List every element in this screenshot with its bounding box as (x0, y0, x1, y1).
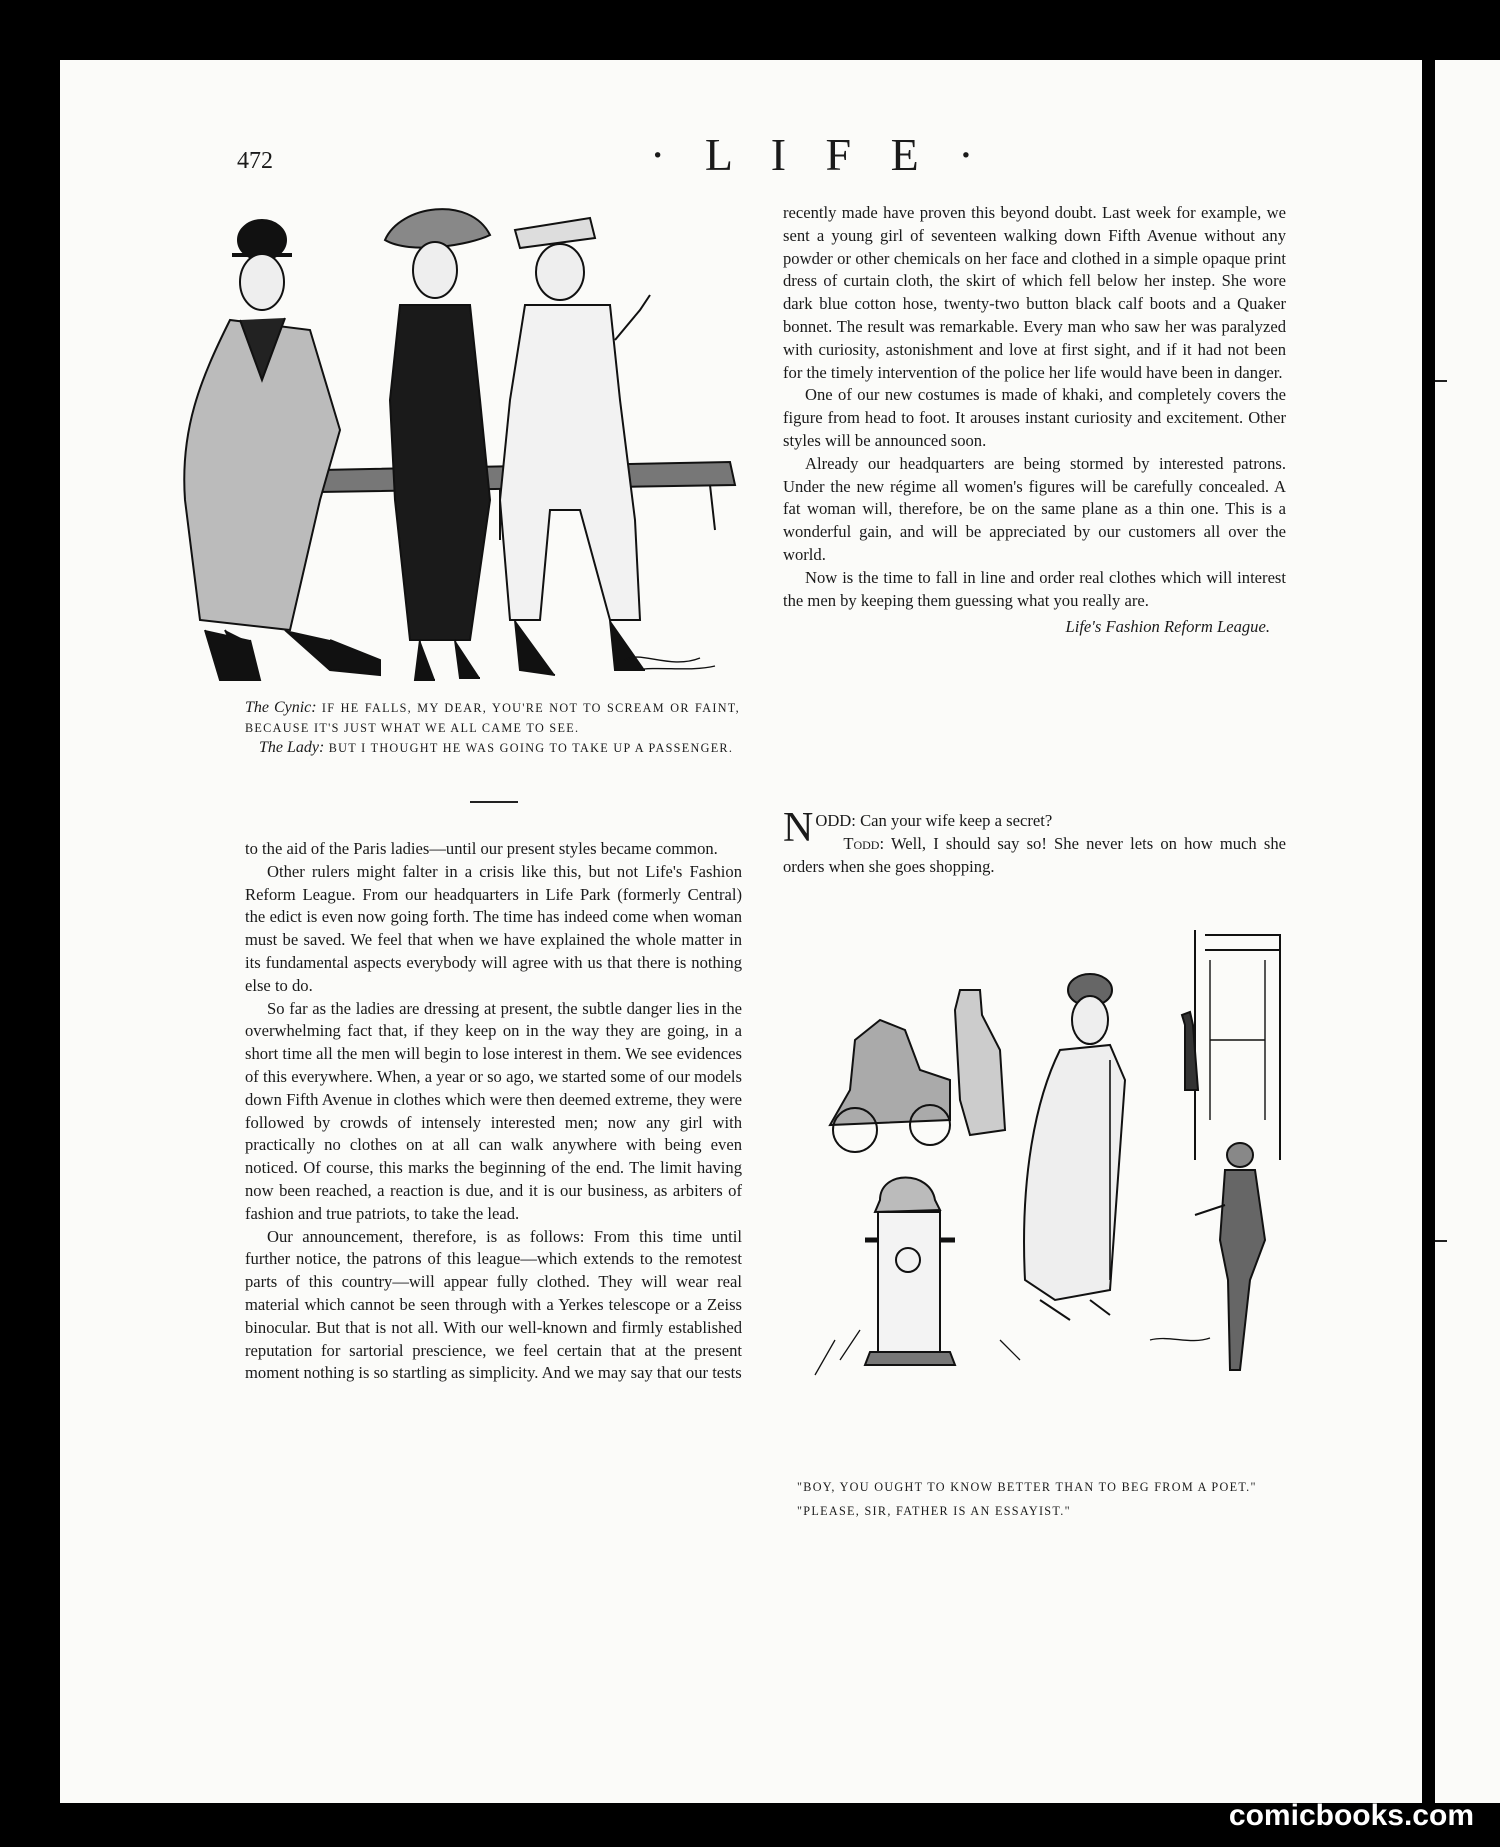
cynic-dialogue: IF HE FALLS, MY DEAR, YOU'RE NOT TO SCREAM OR FAINT, BECAUSE IT'S JUST WHAT WE ALL CAME TO SEE. (245, 701, 740, 735)
cartoon2-caption (783, 1477, 1286, 1521)
lady-dialogue: BUT I THOUGHT HE WAS GOING TO TAKE UP A PASSENGER. (328, 741, 734, 755)
speaker-nodd: ODD: (815, 811, 856, 830)
bench-cartoon-illustration (170, 200, 750, 690)
caption-poet: "BOY, YOU OUGHT TO KNOW BETTER THAN TO BEG FROM A POET." (797, 1480, 1257, 1494)
facing-page-edge (1435, 60, 1500, 1803)
left-column-text (245, 838, 742, 1385)
nodd-todd-joke (783, 805, 1286, 878)
paragraph: One of our new costumes is made of khaki, and completely covers the figure from head to foot. It arouses instant curiosity and excitement. Other styles will be announced soon. (783, 385, 1286, 450)
todd-line: Well, I should say so! She never lets on how much she orders when she goes shopping. (783, 833, 1286, 876)
caption-line-lady (245, 738, 740, 758)
site-watermark: comicbooks.com (1228, 1799, 1474, 1832)
page-number: 472 (237, 148, 273, 174)
paragraph: So far as the ladies are dressing at present, the subtle danger lies in the overwhelming fact that, if they keep on in the way they are going, in a short time all the men will begin to lose interest in them. We see evidences of this everywhere. When, a year or so ago, we started some of our models down Fifth Avenue in clothes which were then deemed extreme, they were followed by crowds of intensely interested men; now any girl with practically no clothes on at all can walk anywhere with being even noticed. Of course, this marks the beginning of the end. The limit having now been reached, a reaction is due, and it is our business, as arbiters of fashion and true patriots, to take the lead. (245, 998, 742, 1223)
paragraph: Our announcement, therefore, is as follows: From this time until further notice, the patrons of this league—which extends to the remotest parts of this country—will appear fully clothed. They will wear real material which cannot be seen through with a Yerkes telescope or a Zeiss binocular. But that is not all. With our well-known and firmly established reputation for sartorial prescience, we feel certain that at the present moment nothing is so startling as simplicity. And we may say that our tests (245, 1226, 742, 1383)
paragraph: recently made have proven this beyond doubt. Last week for example, we sent a young girl of seventeen walking down Fifth Avenue without any powder or other chemicals on her face and clothed in a simple opaque print dress of curtain cloth, the skirt of which fell below her instep. She wore dark blue cotton hose, twenty-two button black calf boots and a Quaker bonnet. The result was remarkable. Every man who saw her was paralyzed with curiosity, astonishment and love at first sight, and if it had not been for the timely intervention of the police her life would have been in danger. (783, 203, 1286, 382)
caption-line-cynic (245, 698, 740, 738)
section-divider (470, 801, 518, 803)
cartoon1-caption (245, 698, 740, 758)
nodd-line: Can your wife keep a secret? (860, 811, 1053, 830)
paragraph: Now is the time to fall in line and order real clothes which will interest the men by keeping them guessing what you really are. (783, 567, 1286, 610)
drop-cap: N (783, 805, 814, 851)
paragraph: Other rulers might falter in a crisis like this, but not Life's Fashion Reform League. From our headquarters in Life Park (formerly Central) the edict is even now going forth. The time has indeed come when woman must be saved. We feel that when we have explained the whole matter in its fundamental aspects everybody will agree with us that there is nothing else to do. (245, 861, 742, 995)
speaker-cynic: The Cynic: (245, 699, 317, 716)
street-cartoon-illustration (810, 920, 1290, 1430)
masthead: · L I F E · (650, 129, 988, 180)
caption-boy: "PLEASE, SIR, FATHER IS AN ESSAYIST." (797, 1504, 1071, 1518)
speaker-todd: Todd: (843, 833, 885, 853)
article-signature: Life's Fashion Reform League. (1065, 617, 1270, 637)
speaker-lady: The Lady: (259, 739, 325, 756)
paragraph: to the aid of the Paris ladies—until our present styles became common. (245, 839, 718, 858)
paragraph: Already our headquarters are being stormed by interested patrons. Under the new régime all women's figures will be carefully concealed. A fat woman will, therefore, be on the same plane as a thin one. This is a wonderful gain, and will be appreciated by our customers all over the world. (783, 453, 1286, 564)
right-column-text (783, 202, 1286, 639)
